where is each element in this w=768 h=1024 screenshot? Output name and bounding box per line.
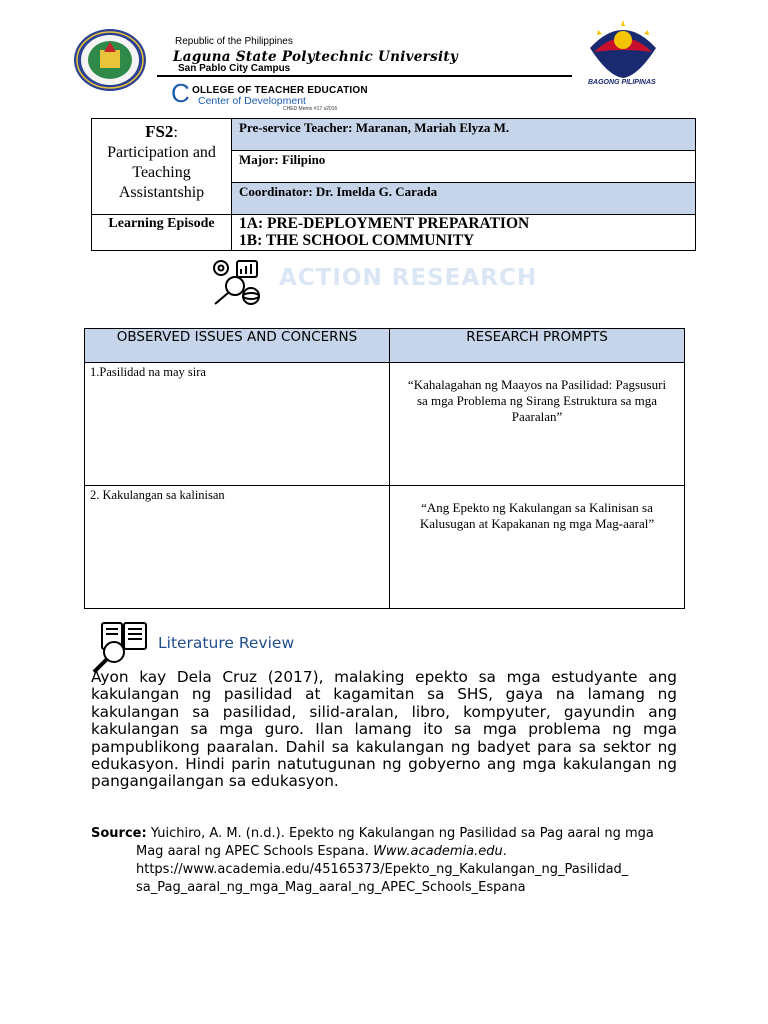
coordinator: Coordinator: Dr. Imelda G. Carada [232, 183, 696, 215]
action-research-title: ACTION RESEARCH [279, 265, 538, 291]
literature-paragraph: Ayon kay Dela Cruz (2017), malaking epekto sa mga estudyante ang kakulangan ng pasilidad at kagamitan sa SHS, gaya na lamang ng kakulangan sa pasilidad, silid-aralan, libro, kompyuter, gayundin ang kakulangan sa mga guro. Ilan lamang ito sa mga problema ng mga pampublikong paaralan. Dahil sa kakulangan ng badyet para sa sektor ng edukasyon. Hindi parin natutugunan ng gobyerno ang mga kakulangan ng pangangailangan sa edukasyon. [91, 668, 677, 791]
course-name: Participation and Teaching Assistantship [107, 144, 216, 201]
literature-review-title: Literature Review [158, 634, 295, 652]
header-observed-issues: OBSERVED ISSUES AND CONCERNS [85, 329, 390, 363]
source-label: Source: [91, 826, 147, 841]
republic-text: Republic of the Philippines [175, 36, 293, 47]
source-text-line2: Mag aaral ng APEC Schools Espana. [136, 844, 374, 859]
bagong-pilipinas-text: BAGONG PILIPINAS [588, 79, 656, 86]
college-c-logo-icon: C [171, 78, 190, 108]
issue-cell: 1.Pasilidad na may sira [85, 363, 390, 486]
issue-cell: 2. Kakulangan sa kalinisan [85, 486, 390, 609]
center-of-development: Center of Development [198, 95, 306, 107]
ched-memo: CHED Memo #17 s2016 [283, 106, 338, 112]
preservice-teacher: Pre-service Teacher: Maranan, Mariah Elyza M. [232, 119, 696, 151]
table-row [85, 363, 685, 486]
course-code: FS2 [145, 122, 174, 141]
source-period: . [502, 844, 507, 859]
source-url-line2[interactable]: sa_Pag_aaral_ng_mga_Mag_aaral_ng_APEC_Schools_Espana [136, 880, 526, 895]
campus-name: San Pablo City Campus [178, 63, 291, 74]
prompt-text: “Kahalagahan ng Maayos na Pasilidad: Pagsusuri sa mga Problema ng Sirang Estruktura sa mga Paaralan” [407, 377, 667, 424]
university-seal-icon [73, 28, 147, 92]
college-name: OLLEGE OF TEACHER EDUCATION [192, 85, 368, 96]
prompt-cell [390, 363, 685, 486]
source-citation [91, 825, 691, 897]
table-row [85, 486, 685, 609]
header-divider [157, 75, 572, 77]
source-line2 [91, 843, 691, 861]
university-name: Laguna State Polytechnic University [173, 49, 459, 65]
episode-1a: 1A: PRE-DEPLOYMENT PREPARATION [239, 215, 530, 232]
prompt-cell [390, 486, 685, 609]
course-info-table [91, 118, 696, 251]
major: Major: Filipino [232, 151, 696, 183]
learning-episode-label: Learning Episode [92, 215, 232, 251]
source-site: Www.academia.edu [373, 844, 503, 859]
source-url-line1[interactable]: https://www.academia.edu/45165373/Epekto_ng_Kakulangan_ng_Pasilidad_ [136, 862, 629, 877]
source-text-line1: Yuichiro, A. M. (n.d.). Epekto ng Kakulangan ng Pasilidad sa Pag aaral ng mga [146, 826, 654, 841]
research-table [84, 328, 685, 609]
course-cell: FS2: Participation and Teaching Assistantship [92, 119, 232, 215]
episode-1b: 1B: THE SCHOOL COMMUNITY [239, 232, 475, 249]
prompt-text: “Ang Epekto ng Kakulangan sa Kalinisan sa Kalusugan at Kapakanan ng mga Mag-aaral” [419, 500, 655, 531]
header-research-prompts: RESEARCH PROMPTS [390, 329, 685, 363]
research-gears-icon [207, 256, 265, 308]
learning-episode-titles [232, 215, 696, 251]
